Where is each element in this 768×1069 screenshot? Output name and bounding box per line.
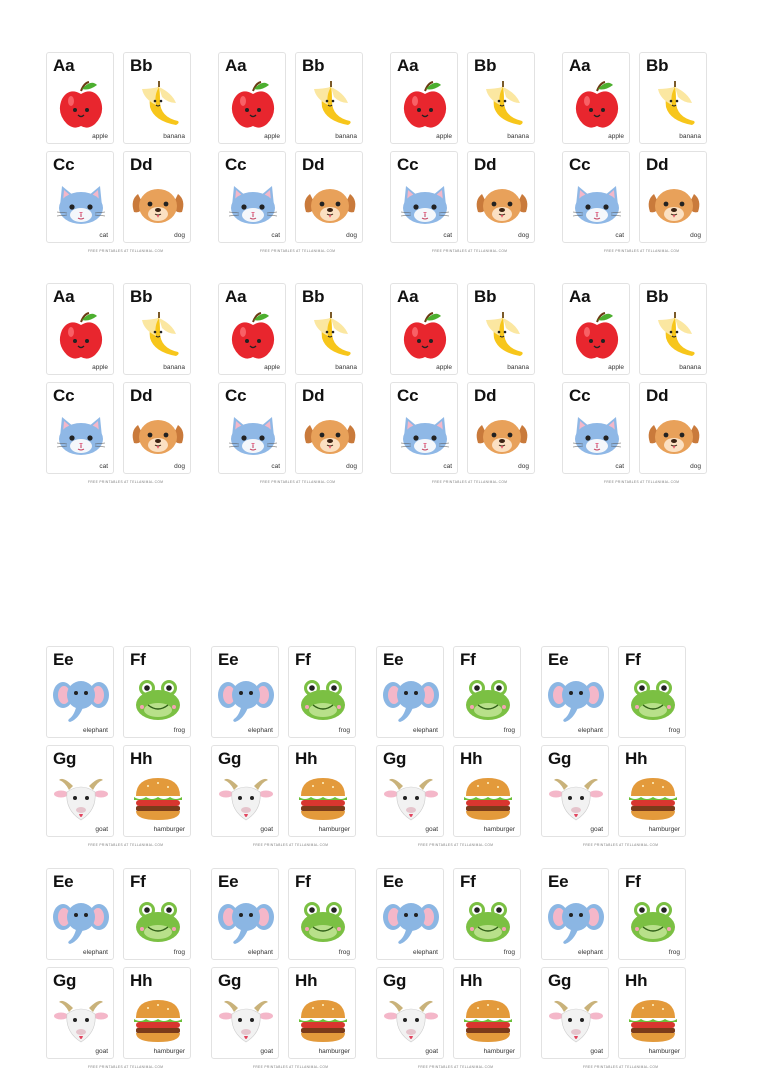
flashcard-dog xyxy=(639,382,707,474)
credit-line: FREE PRINTABLES AT TELLANIMAL.COM xyxy=(583,843,659,847)
flashcard-cat xyxy=(562,151,630,243)
flashcard-frog xyxy=(123,868,191,960)
flashcard-cat xyxy=(218,382,286,474)
card-word: dog xyxy=(690,232,701,239)
credit-line: FREE PRINTABLES AT TELLANIMAL.COM xyxy=(604,480,680,484)
apple-icon xyxy=(567,77,627,133)
card-word: hamburger xyxy=(318,1048,350,1055)
card-word: hamburger xyxy=(153,826,185,833)
card-word: apple xyxy=(264,364,280,371)
flashcard-elephant xyxy=(46,646,114,738)
card-letter: Aa xyxy=(397,56,419,75)
card-word: frog xyxy=(668,949,680,956)
flashcard-goat xyxy=(211,745,279,837)
card-letter: Bb xyxy=(646,287,669,306)
flashcard-elephant xyxy=(46,868,114,960)
card-letter: Dd xyxy=(130,386,153,405)
card-letter: Hh xyxy=(295,971,318,990)
apple-icon xyxy=(567,308,627,364)
card-letter: Cc xyxy=(53,155,75,174)
card-letter: Cc xyxy=(397,155,419,174)
card-word: banana xyxy=(163,133,185,140)
cat-icon xyxy=(567,407,627,463)
card-letter: Ee xyxy=(383,872,404,891)
goat-icon xyxy=(381,770,441,826)
card-letter: Bb xyxy=(474,56,497,75)
card-letter: Cc xyxy=(569,155,591,174)
credit-line: FREE PRINTABLES AT TELLANIMAL.COM xyxy=(604,249,680,253)
card-letter: Hh xyxy=(460,971,483,990)
card-letter: Cc xyxy=(53,386,75,405)
cat-icon xyxy=(567,176,627,232)
hamburger-icon xyxy=(458,770,518,826)
card-letter: Ff xyxy=(625,872,641,891)
dog-icon xyxy=(300,176,360,232)
card-word: dog xyxy=(346,463,357,470)
card-word: cat xyxy=(271,232,280,239)
card-letter: Ff xyxy=(295,650,311,669)
card-word: elephant xyxy=(578,727,603,734)
card-word: hamburger xyxy=(648,1048,680,1055)
flashcard-cat xyxy=(46,151,114,243)
apple-icon xyxy=(395,77,455,133)
card-letter: Ff xyxy=(625,650,641,669)
banana-icon xyxy=(472,77,532,133)
flashcard-apple xyxy=(562,283,630,375)
card-letter: Dd xyxy=(646,386,669,405)
flashcard-elephant xyxy=(211,646,279,738)
flashcard-cat xyxy=(46,382,114,474)
flashcard-hamburger xyxy=(288,967,356,1059)
banana-icon xyxy=(300,308,360,364)
elephant-icon xyxy=(51,671,111,727)
cat-icon xyxy=(395,407,455,463)
hamburger-icon xyxy=(623,992,683,1048)
goat-icon xyxy=(51,770,111,826)
card-letter: Hh xyxy=(460,749,483,768)
flashcard-hamburger xyxy=(453,967,521,1059)
hamburger-icon xyxy=(293,770,353,826)
card-letter: Hh xyxy=(295,749,318,768)
card-letter: Bb xyxy=(474,287,497,306)
card-letter: Ff xyxy=(130,650,146,669)
flashcard-goat xyxy=(211,967,279,1059)
elephant-icon xyxy=(546,671,606,727)
credit-line: FREE PRINTABLES AT TELLANIMAL.COM xyxy=(432,249,508,253)
flashcard-frog xyxy=(453,868,521,960)
banana-icon xyxy=(128,77,188,133)
credit-line: FREE PRINTABLES AT TELLANIMAL.COM xyxy=(260,480,336,484)
card-letter: Bb xyxy=(302,287,325,306)
frog-icon xyxy=(623,893,683,949)
flashcard-goat xyxy=(376,745,444,837)
card-letter: Gg xyxy=(383,971,407,990)
card-word: frog xyxy=(338,727,350,734)
cat-icon xyxy=(223,407,283,463)
flashcard-cat xyxy=(218,151,286,243)
flashcard-elephant xyxy=(541,868,609,960)
card-word: cat xyxy=(271,463,280,470)
card-word: dog xyxy=(518,232,529,239)
flashcard-goat xyxy=(46,745,114,837)
flashcard-apple xyxy=(562,52,630,144)
elephant-icon xyxy=(216,671,276,727)
flashcard-banana xyxy=(467,52,535,144)
card-word: apple xyxy=(436,364,452,371)
frog-icon xyxy=(293,671,353,727)
card-letter: Gg xyxy=(218,749,242,768)
card-word: cat xyxy=(99,463,108,470)
flashcard-goat xyxy=(376,967,444,1059)
cat-icon xyxy=(51,176,111,232)
frog-icon xyxy=(128,893,188,949)
card-letter: Ff xyxy=(460,872,476,891)
card-letter: Aa xyxy=(225,287,247,306)
flashcard-dog xyxy=(295,382,363,474)
frog-icon xyxy=(623,671,683,727)
flashcard-banana xyxy=(467,283,535,375)
cat-icon xyxy=(223,176,283,232)
card-letter: Bb xyxy=(646,56,669,75)
card-letter: Aa xyxy=(53,56,75,75)
card-word: banana xyxy=(163,364,185,371)
dog-icon xyxy=(644,176,704,232)
card-letter: Ee xyxy=(218,650,239,669)
card-letter: Bb xyxy=(130,287,153,306)
flashcard-frog xyxy=(123,646,191,738)
card-word: apple xyxy=(92,133,108,140)
card-word: apple xyxy=(436,133,452,140)
frog-icon xyxy=(128,671,188,727)
card-word: banana xyxy=(679,133,701,140)
apple-icon xyxy=(223,77,283,133)
card-letter: Gg xyxy=(218,971,242,990)
goat-icon xyxy=(546,770,606,826)
card-word: elephant xyxy=(413,949,438,956)
card-letter: Cc xyxy=(569,386,591,405)
card-word: elephant xyxy=(413,727,438,734)
card-word: frog xyxy=(173,949,185,956)
card-word: banana xyxy=(679,364,701,371)
banana-icon xyxy=(644,308,704,364)
card-word: hamburger xyxy=(483,826,515,833)
flashcard-goat xyxy=(541,967,609,1059)
card-word: cat xyxy=(615,232,624,239)
card-word: cat xyxy=(443,463,452,470)
banana-icon xyxy=(128,308,188,364)
flashcard-apple xyxy=(390,52,458,144)
card-word: banana xyxy=(507,364,529,371)
card-letter: Dd xyxy=(302,386,325,405)
flashcard-hamburger xyxy=(288,745,356,837)
flashcard-cat xyxy=(562,382,630,474)
card-letter: Dd xyxy=(302,155,325,174)
card-word: apple xyxy=(608,133,624,140)
card-letter: Hh xyxy=(625,749,648,768)
card-letter: Gg xyxy=(53,971,77,990)
card-letter: Cc xyxy=(397,386,419,405)
card-word: elephant xyxy=(248,949,273,956)
flashcard-hamburger xyxy=(618,745,686,837)
goat-icon xyxy=(51,992,111,1048)
flashcard-dog xyxy=(467,151,535,243)
card-letter: Gg xyxy=(548,971,572,990)
card-letter: Aa xyxy=(569,287,591,306)
card-word: goat xyxy=(260,1048,273,1055)
flashcard-banana xyxy=(123,52,191,144)
flashcard-frog xyxy=(288,646,356,738)
flashcard-cat xyxy=(390,382,458,474)
card-word: dog xyxy=(690,463,701,470)
credit-line: FREE PRINTABLES AT TELLANIMAL.COM xyxy=(253,843,329,847)
flashcard-banana xyxy=(295,283,363,375)
card-word: frog xyxy=(668,727,680,734)
elephant-icon xyxy=(381,893,441,949)
flashcard-banana xyxy=(639,283,707,375)
card-letter: Gg xyxy=(383,749,407,768)
credit-line: FREE PRINTABLES AT TELLANIMAL.COM xyxy=(418,1065,494,1069)
flashcard-frog xyxy=(618,646,686,738)
card-letter: Ee xyxy=(548,650,569,669)
dog-icon xyxy=(128,407,188,463)
card-word: apple xyxy=(608,364,624,371)
card-letter: Dd xyxy=(646,155,669,174)
card-letter: Hh xyxy=(130,971,153,990)
card-word: elephant xyxy=(578,949,603,956)
dog-icon xyxy=(300,407,360,463)
apple-icon xyxy=(223,308,283,364)
credit-line: FREE PRINTABLES AT TELLANIMAL.COM xyxy=(260,249,336,253)
card-word: frog xyxy=(338,949,350,956)
credit-line: FREE PRINTABLES AT TELLANIMAL.COM xyxy=(88,249,164,253)
card-word: banana xyxy=(335,133,357,140)
flashcard-apple xyxy=(218,283,286,375)
card-letter: Ee xyxy=(383,650,404,669)
card-word: hamburger xyxy=(483,1048,515,1055)
card-word: elephant xyxy=(248,727,273,734)
frog-icon xyxy=(458,893,518,949)
card-word: goat xyxy=(425,826,438,833)
elephant-icon xyxy=(546,893,606,949)
flashcard-dog xyxy=(123,382,191,474)
card-letter: Ff xyxy=(460,650,476,669)
card-letter: Ff xyxy=(130,872,146,891)
flashcard-frog xyxy=(618,868,686,960)
card-word: dog xyxy=(174,232,185,239)
flashcard-apple xyxy=(46,283,114,375)
dog-icon xyxy=(128,176,188,232)
flashcard-hamburger xyxy=(453,745,521,837)
card-word: frog xyxy=(173,727,185,734)
apple-icon xyxy=(395,308,455,364)
flashcard-apple xyxy=(218,52,286,144)
card-letter: Cc xyxy=(225,155,247,174)
card-word: hamburger xyxy=(648,826,680,833)
hamburger-icon xyxy=(458,992,518,1048)
dog-icon xyxy=(472,176,532,232)
flashcard-dog xyxy=(295,151,363,243)
card-letter: Dd xyxy=(474,386,497,405)
flashcard-dog xyxy=(467,382,535,474)
card-word: cat xyxy=(99,232,108,239)
card-letter: Dd xyxy=(130,155,153,174)
card-word: hamburger xyxy=(318,826,350,833)
goat-icon xyxy=(216,770,276,826)
cat-icon xyxy=(395,176,455,232)
card-word: goat xyxy=(590,1048,603,1055)
card-letter: Ff xyxy=(295,872,311,891)
card-letter: Aa xyxy=(569,56,591,75)
hamburger-icon xyxy=(128,992,188,1048)
card-letter: Gg xyxy=(548,749,572,768)
card-word: goat xyxy=(95,826,108,833)
goat-icon xyxy=(381,992,441,1048)
card-word: cat xyxy=(615,463,624,470)
apple-icon xyxy=(51,308,111,364)
dog-icon xyxy=(472,407,532,463)
hamburger-icon xyxy=(293,992,353,1048)
flashcard-goat xyxy=(46,967,114,1059)
card-letter: Ee xyxy=(53,650,74,669)
hamburger-icon xyxy=(128,770,188,826)
flashcard-frog xyxy=(453,646,521,738)
flashcard-hamburger xyxy=(123,745,191,837)
flashcard-elephant xyxy=(541,646,609,738)
card-word: goat xyxy=(260,826,273,833)
card-word: dog xyxy=(518,463,529,470)
credit-line: FREE PRINTABLES AT TELLANIMAL.COM xyxy=(583,1065,659,1069)
card-letter: Hh xyxy=(625,971,648,990)
card-word: goat xyxy=(590,826,603,833)
credit-line: FREE PRINTABLES AT TELLANIMAL.COM xyxy=(432,480,508,484)
card-word: dog xyxy=(174,463,185,470)
card-word: elephant xyxy=(83,727,108,734)
flashcard-apple xyxy=(46,52,114,144)
card-letter: Cc xyxy=(225,386,247,405)
frog-icon xyxy=(293,893,353,949)
flashcard-hamburger xyxy=(618,967,686,1059)
flashcard-hamburger xyxy=(123,967,191,1059)
flashcard-banana xyxy=(639,52,707,144)
card-word: frog xyxy=(503,727,515,734)
banana-icon xyxy=(472,308,532,364)
flashcard-elephant xyxy=(376,646,444,738)
card-word: dog xyxy=(346,232,357,239)
banana-icon xyxy=(300,77,360,133)
card-word: goat xyxy=(95,1048,108,1055)
credit-line: FREE PRINTABLES AT TELLANIMAL.COM xyxy=(88,843,164,847)
credit-line: FREE PRINTABLES AT TELLANIMAL.COM xyxy=(418,843,494,847)
card-word: frog xyxy=(503,949,515,956)
card-letter: Aa xyxy=(53,287,75,306)
elephant-icon xyxy=(51,893,111,949)
card-letter: Dd xyxy=(474,155,497,174)
flashcard-elephant xyxy=(376,868,444,960)
card-word: banana xyxy=(335,364,357,371)
flashcard-goat xyxy=(541,745,609,837)
flashcard-apple xyxy=(390,283,458,375)
hamburger-icon xyxy=(623,770,683,826)
flashcard-banana xyxy=(295,52,363,144)
banana-icon xyxy=(644,77,704,133)
card-word: banana xyxy=(507,133,529,140)
card-letter: Aa xyxy=(225,56,247,75)
frog-icon xyxy=(458,671,518,727)
flashcard-banana xyxy=(123,283,191,375)
card-letter: Hh xyxy=(130,749,153,768)
cat-icon xyxy=(51,407,111,463)
card-word: hamburger xyxy=(153,1048,185,1055)
credit-line: FREE PRINTABLES AT TELLANIMAL.COM xyxy=(88,1065,164,1069)
card-letter: Ee xyxy=(218,872,239,891)
card-word: apple xyxy=(264,133,280,140)
flashcard-dog xyxy=(123,151,191,243)
goat-icon xyxy=(546,992,606,1048)
card-letter: Bb xyxy=(302,56,325,75)
card-letter: Gg xyxy=(53,749,77,768)
credit-line: FREE PRINTABLES AT TELLANIMAL.COM xyxy=(88,480,164,484)
card-word: apple xyxy=(92,364,108,371)
apple-icon xyxy=(51,77,111,133)
card-word: elephant xyxy=(83,949,108,956)
dog-icon xyxy=(644,407,704,463)
card-letter: Aa xyxy=(397,287,419,306)
flashcard-cat xyxy=(390,151,458,243)
card-letter: Bb xyxy=(130,56,153,75)
card-word: goat xyxy=(425,1048,438,1055)
credit-line: FREE PRINTABLES AT TELLANIMAL.COM xyxy=(253,1065,329,1069)
flashcard-frog xyxy=(288,868,356,960)
card-word: cat xyxy=(443,232,452,239)
flashcard-dog xyxy=(639,151,707,243)
elephant-icon xyxy=(381,671,441,727)
goat-icon xyxy=(216,992,276,1048)
flashcard-elephant xyxy=(211,868,279,960)
card-letter: Ee xyxy=(548,872,569,891)
elephant-icon xyxy=(216,893,276,949)
card-letter: Ee xyxy=(53,872,74,891)
